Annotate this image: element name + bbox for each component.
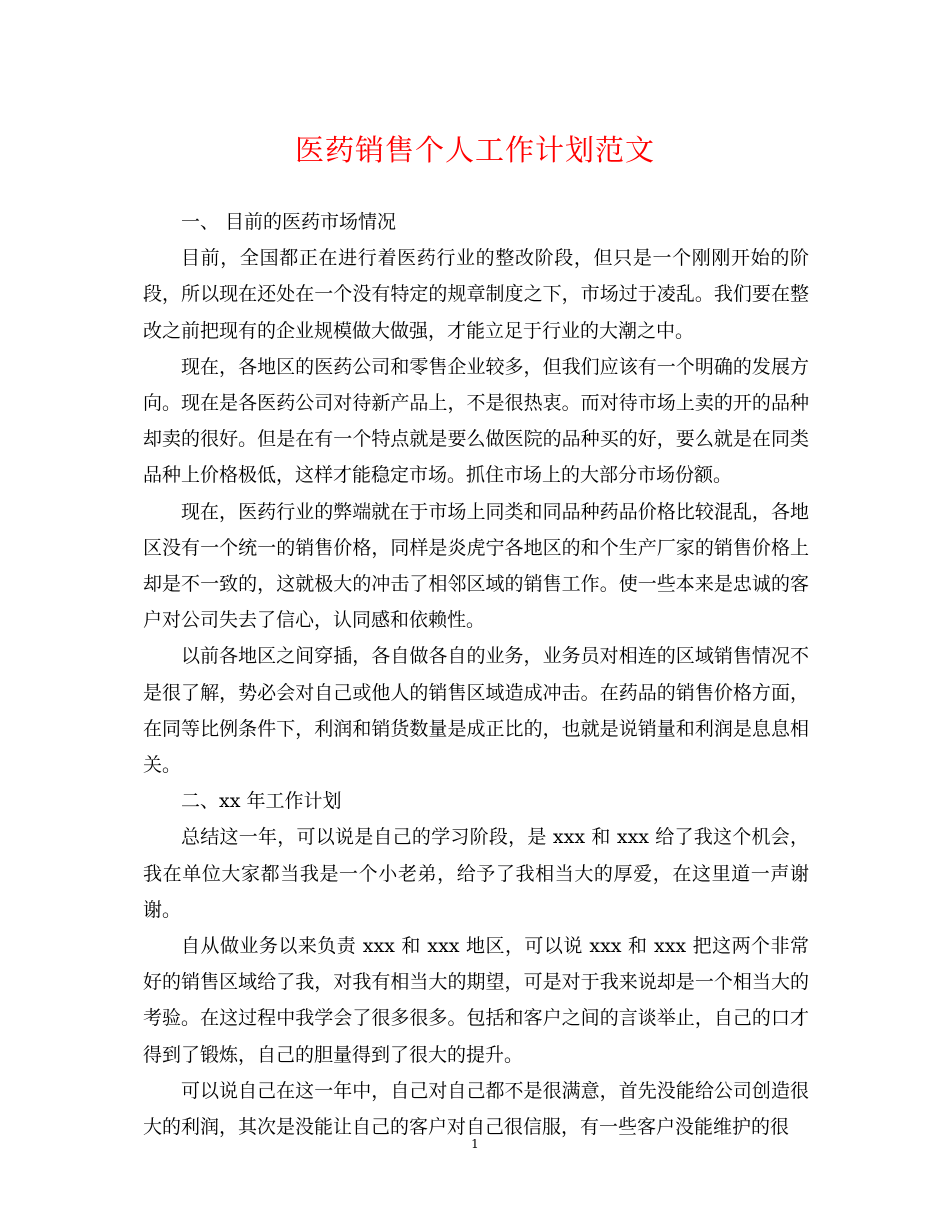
paragraph: 可以说自己在这一年中，自己对自己都不是很满意，首先没能给公司创造很大的利润，其次是没能让自己的客户对自己很信服，有一些客户没能维护的很 (143, 1079, 809, 1139)
paragraph: 总结这一年，可以说是自己的学习阶段，是 xxx 和 xxx 给了我这个机会，我在单位大家都当我是一个小老弟，给予了我相当大的厚爱，在这里道一声谢谢。 (143, 826, 809, 921)
section-heading: 一、 目前的医药市场情况 (181, 211, 397, 233)
paragraph: 现在，医药行业的弊端就在于市场上同类和同品种药品价格比较混乱，各地区没有一个统一的销售价格，同样是炎虎宁各地区的和个生产厂家的销售价格上却是不一致的，这就极大的冲击了相邻区域的销售工作。使一些本来是忠诚的客户对公司失去了信心，认同感和依赖性。 (143, 500, 809, 632)
section-heading: 二、xx 年工作计划 (181, 790, 342, 813)
document-title: 医药销售个人工作计划范文 (294, 133, 655, 167)
paragraph: 以前各地区之间穿插，各自做各自的业务，业务员对相连的区域销售情况不是很了解，势必会对自己或他人的销售区域造成冲击。在药品的销售价格方面，在同等比例条件下，利润和销货数量是成正比的，也就是说销量和利润是息息相关。 (143, 645, 809, 777)
paragraph: 目前，全国都正在进行着医药行业的整改阶段，但只是一个刚刚开始的阶段，所以现在还处在一个没有特定的规章制度之下，市场过于凌乱。我们要在整改之前把现有的企业规模做大做强，才能立足于行业的大潮之中。 (143, 247, 809, 342)
document-body (143, 204, 809, 1145)
paragraph: 自从做业务以来负责 xxx 和 xxx 地区，可以说 xxx 和 xxx 把这两个非常好的销售区域给了我，对我有相当大的期望，可是对于我来说却是一个相当大的考验。在这过程中我学会了很多很多。包括和客户之间的言谈举止，自己的口才得到了锻炼，自己的胆量得到了很大的提升。 (143, 935, 809, 1066)
page-number: 1 (471, 1137, 479, 1151)
paragraph: 现在，各地区的医药公司和零售企业较多，但我们应该有一个明确的发展方向。现在是各医药公司对待新产品上，不是很热衷。而对待市场上卖的开的品种却卖的很好。但是在有一个特点就是要么做医院的品种买的好，要么就是在同类品种上价格极低，这样才能稳定市场。抓住市场上的大部分市场份额。 (143, 355, 809, 487)
